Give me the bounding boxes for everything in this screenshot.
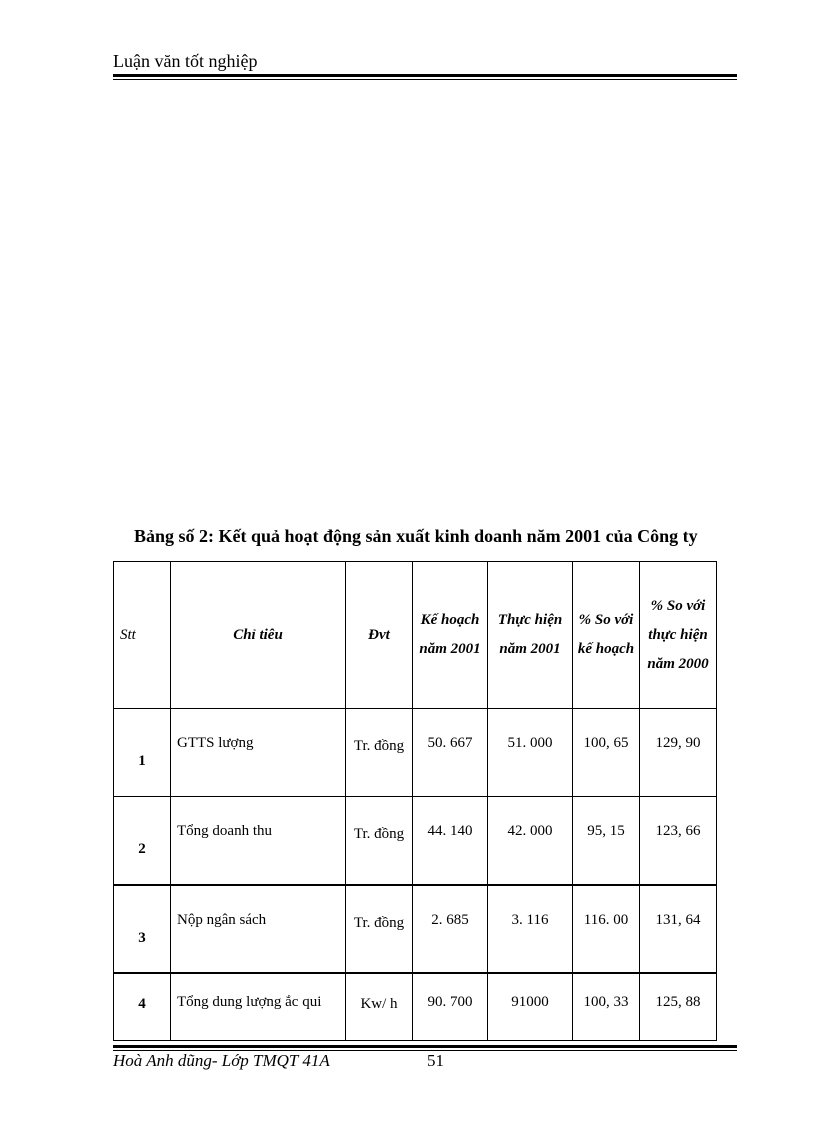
row-pct-prev: 123, 66 [640, 797, 717, 885]
table-row [114, 973, 717, 1041]
row-pct-plan: 116. 00 [573, 885, 640, 973]
header-indicator: Chỉ tiêu [171, 562, 346, 709]
row-pct-prev: 129, 90 [640, 709, 717, 797]
footer-rule-thick [113, 1045, 737, 1048]
row-indicator: Tổng doanh thu [171, 797, 346, 885]
header-rule-thick [113, 74, 737, 77]
row-pct-plan: 100, 33 [573, 973, 640, 1041]
row-actual: 91000 [488, 973, 573, 1041]
results-table [113, 561, 717, 1041]
header-plan: Kế hoạch năm 2001 [413, 562, 488, 709]
row-pct-prev: 125, 88 [640, 973, 717, 1041]
row-plan: 90. 700 [413, 973, 488, 1041]
row-unit: Tr. đồng [346, 797, 413, 885]
row-plan: 44. 140 [413, 797, 488, 885]
table-row [114, 797, 717, 885]
row-plan: 50. 667 [413, 709, 488, 797]
row-pct-plan: 95, 15 [573, 797, 640, 885]
row-stt: 4 [114, 973, 171, 1041]
table-header-row [114, 562, 717, 709]
header-unit: Đvt [346, 562, 413, 709]
row-unit: Kw/ h [346, 973, 413, 1041]
row-stt: 1 [114, 709, 171, 797]
row-indicator: Nộp ngân sách [171, 885, 346, 973]
row-actual: 42. 000 [488, 797, 573, 885]
footer-author: Hoà Anh dũng- Lớp TMQT 41A [113, 1051, 330, 1070]
row-actual: 3. 116 [488, 885, 573, 973]
row-unit: Tr. đồng [346, 709, 413, 797]
header-stt: Stt [114, 562, 171, 709]
header-pct-prev: % So với thực hiện năm 2000 [640, 562, 717, 709]
row-indicator: Tổng dung lượng ắc qui [171, 973, 346, 1041]
row-plan: 2. 685 [413, 885, 488, 973]
row-stt: 3 [114, 885, 171, 973]
table-row [114, 709, 717, 797]
row-indicator: GTTS lượng [171, 709, 346, 797]
row-actual: 51. 000 [488, 709, 573, 797]
row-pct-plan: 100, 65 [573, 709, 640, 797]
row-unit: Tr. đồng [346, 885, 413, 973]
header-rule-thin [113, 79, 737, 80]
row-stt: 2 [114, 797, 171, 885]
table-row [114, 885, 717, 973]
row-pct-prev: 131, 64 [640, 885, 717, 973]
page-number: 51 [427, 1051, 444, 1070]
page-header-title: Luận văn tốt nghiệp [113, 51, 258, 71]
header-pct-plan: % So với kế hoạch [573, 562, 640, 709]
header-actual: Thực hiện năm 2001 [488, 562, 573, 709]
table-caption: Bảng số 2: Kết quả hoạt động sản xuất kinh doanh năm 2001 của Công ty [134, 526, 698, 546]
